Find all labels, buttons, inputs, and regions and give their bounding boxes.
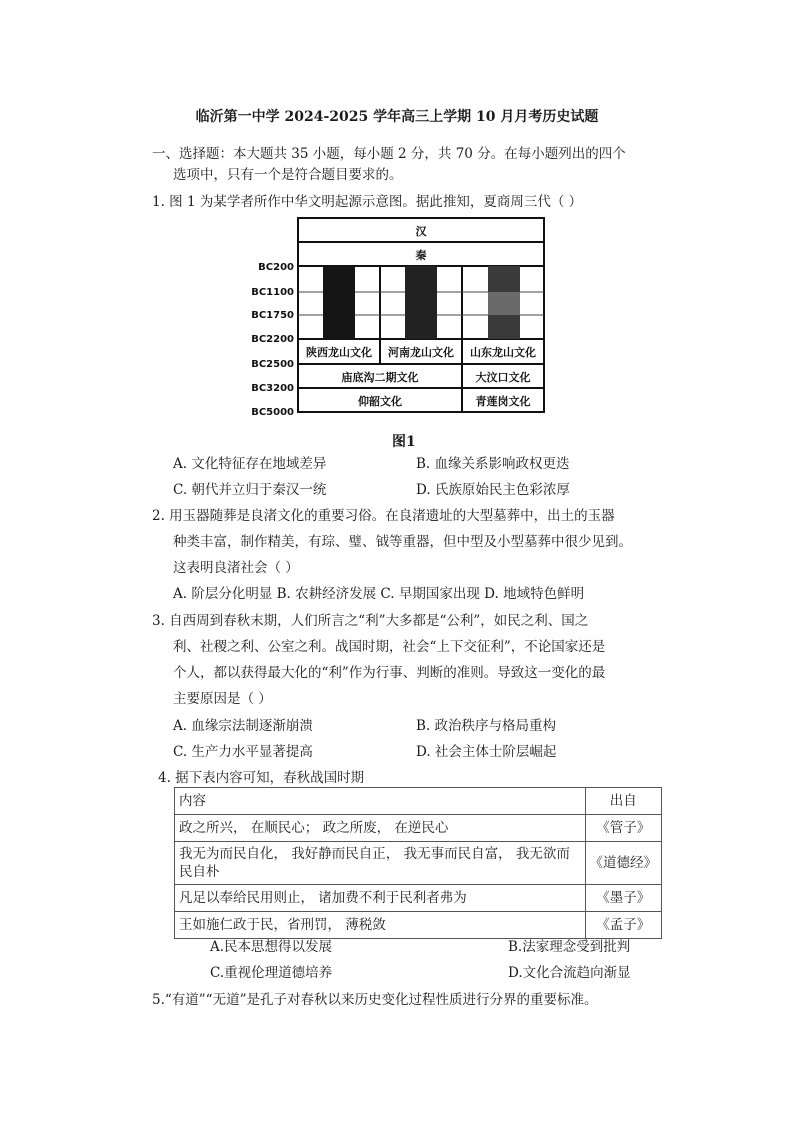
table-cell-content: 王如施仁政于民，省刑罚， 薄税敛	[175, 912, 586, 939]
figure-year-label: BC1750	[251, 310, 294, 321]
table-row	[175, 842, 662, 885]
section-instruction-line1: 一、选择题：本大题共 35 小题，每小题 2 分，共 70 分。在每小题列出的四个	[152, 146, 626, 162]
figure-bar-shaanxi	[323, 266, 355, 339]
figure-year-label: BC2500	[251, 359, 294, 370]
q4-option-d: D.文化合流趋向渐显	[508, 965, 631, 981]
figure-bar-shandong-mid	[488, 292, 520, 315]
question-1-stem: 1. 图 1 为某学者所作中华文明起源示意图。据此推知，夏商周三代（ ）	[152, 194, 583, 210]
table-cell-content: 凡足以奉给民用则止， 诸加费不利于民利者弗为	[175, 885, 586, 912]
question-3-line1: 3. 自西周到春秋末期，人们所言之“利”大多都是“公利”，如民之利、国之	[152, 613, 589, 629]
figure-dawenkou: 大汶口文化	[475, 371, 531, 384]
q3-option-d: D. 社会主体士阶层崛起	[416, 744, 557, 760]
q1-option-b: B. 血缘关系影响政权更迭	[416, 456, 570, 472]
figure-year-label: BC3200	[251, 383, 294, 394]
q1-option-c: C. 朝代并立归于秦汉一统	[173, 482, 327, 498]
q1-option-a: A. 文化特征存在地域差异	[173, 456, 327, 472]
table-cell-source: 《道德经》	[585, 842, 662, 885]
figure-col-henan: 河南龙山文化	[388, 346, 454, 359]
figure-year-label: BC200	[258, 262, 294, 273]
q4-option-a: A.民本思想得以发展	[210, 939, 333, 955]
table-cell-content: 我无为而民自化， 我好静而民自正， 我无事而民自富， 我无欲而民自朴	[175, 842, 586, 885]
q4-table	[174, 787, 662, 939]
table-cell-source: 《管子》	[585, 815, 662, 842]
table-header-row	[175, 788, 662, 815]
table-row	[175, 815, 662, 842]
q4-option-c: C.重视伦理道德培养	[210, 965, 333, 981]
figure-qingliangang: 青莲岗文化	[475, 395, 531, 408]
question-2-line3: 这表明良渚社会（ ）	[173, 560, 299, 576]
figure-1-caption: 图1	[392, 434, 416, 450]
figure-bar-henan	[405, 266, 437, 339]
figure-col-shaanxi: 陕西龙山文化	[306, 346, 372, 359]
table-row	[175, 885, 662, 912]
question-3-line3: 个人，都以获得最大化的“利”作为行事、判断的准则。导致这一变化的最	[173, 665, 606, 681]
figure-bar-shandong-upper	[488, 266, 520, 292]
question-2-line1: 2. 用玉器随葬是良渚文化的重要习俗。在良渚遗址的大型墓葬中，出土的玉器	[152, 508, 615, 524]
table-header-content: 内容	[175, 788, 586, 815]
page-title: 临沂第一中学 2024-2025 学年高三上学期 10 月月考历史试题	[195, 109, 599, 125]
figure-year-label: BC5000	[251, 407, 294, 416]
section-instruction-line2: 选项中，只有一个是符合题目要求的。	[173, 167, 403, 183]
figure-row-qin: 秦	[415, 249, 427, 262]
figure-row-han: 汉	[415, 225, 427, 238]
question-2-line2: 种类丰富，制作精美，有琮、璧、钺等重器，但中型及小型墓葬中很少见到。	[173, 534, 632, 550]
q2-options: A. 阶层分化明显 B. 农耕经济发展 C. 早期国家出现 D. 地域特色鲜明	[173, 586, 585, 602]
q1-option-d: D. 氏族原始民主色彩浓厚	[416, 482, 570, 498]
figure-miaodigou: 庙底沟二期文化	[341, 371, 419, 384]
figure-year-label: BC1100	[251, 287, 294, 298]
figure-col-shandong: 山东龙山文化	[470, 346, 536, 359]
q3-option-b: B. 政治秩序与格局重构	[416, 718, 557, 734]
figure-bar-shandong-lower	[488, 315, 520, 339]
table-cell-content: 政之所兴， 在顺民心； 政之所废， 在逆民心	[175, 815, 586, 842]
q3-option-a: A. 血缘宗法制逐渐崩溃	[173, 718, 313, 734]
figure-year-label: BC2200	[251, 334, 294, 345]
figure-yangshao: 仰韶文化	[358, 395, 402, 408]
table-cell-source: 《墨子》	[585, 885, 662, 912]
table-header-source: 出自	[585, 788, 662, 815]
table-cell-source: 《孟子》	[585, 912, 662, 939]
question-3-line4: 主要原因是（ ）	[173, 691, 272, 707]
figure-1-chart	[250, 216, 550, 416]
question-3-line2: 利、社稷之利、公室之利。战国时期，社会“上下交征利”，不论国家还是	[173, 639, 606, 655]
q3-option-c: C. 生产力水平显著提高	[173, 744, 313, 760]
q4-option-b: B.法家理念受到批判	[508, 939, 631, 955]
question-5-line1: 5.“有道”“无道”是孔子对春秋以来历史变化过程性质进行分界的重要标准。	[152, 992, 598, 1008]
question-4-stem: 4. 据下表内容可知，春秋战国时期	[158, 770, 365, 786]
table-row	[175, 912, 662, 939]
